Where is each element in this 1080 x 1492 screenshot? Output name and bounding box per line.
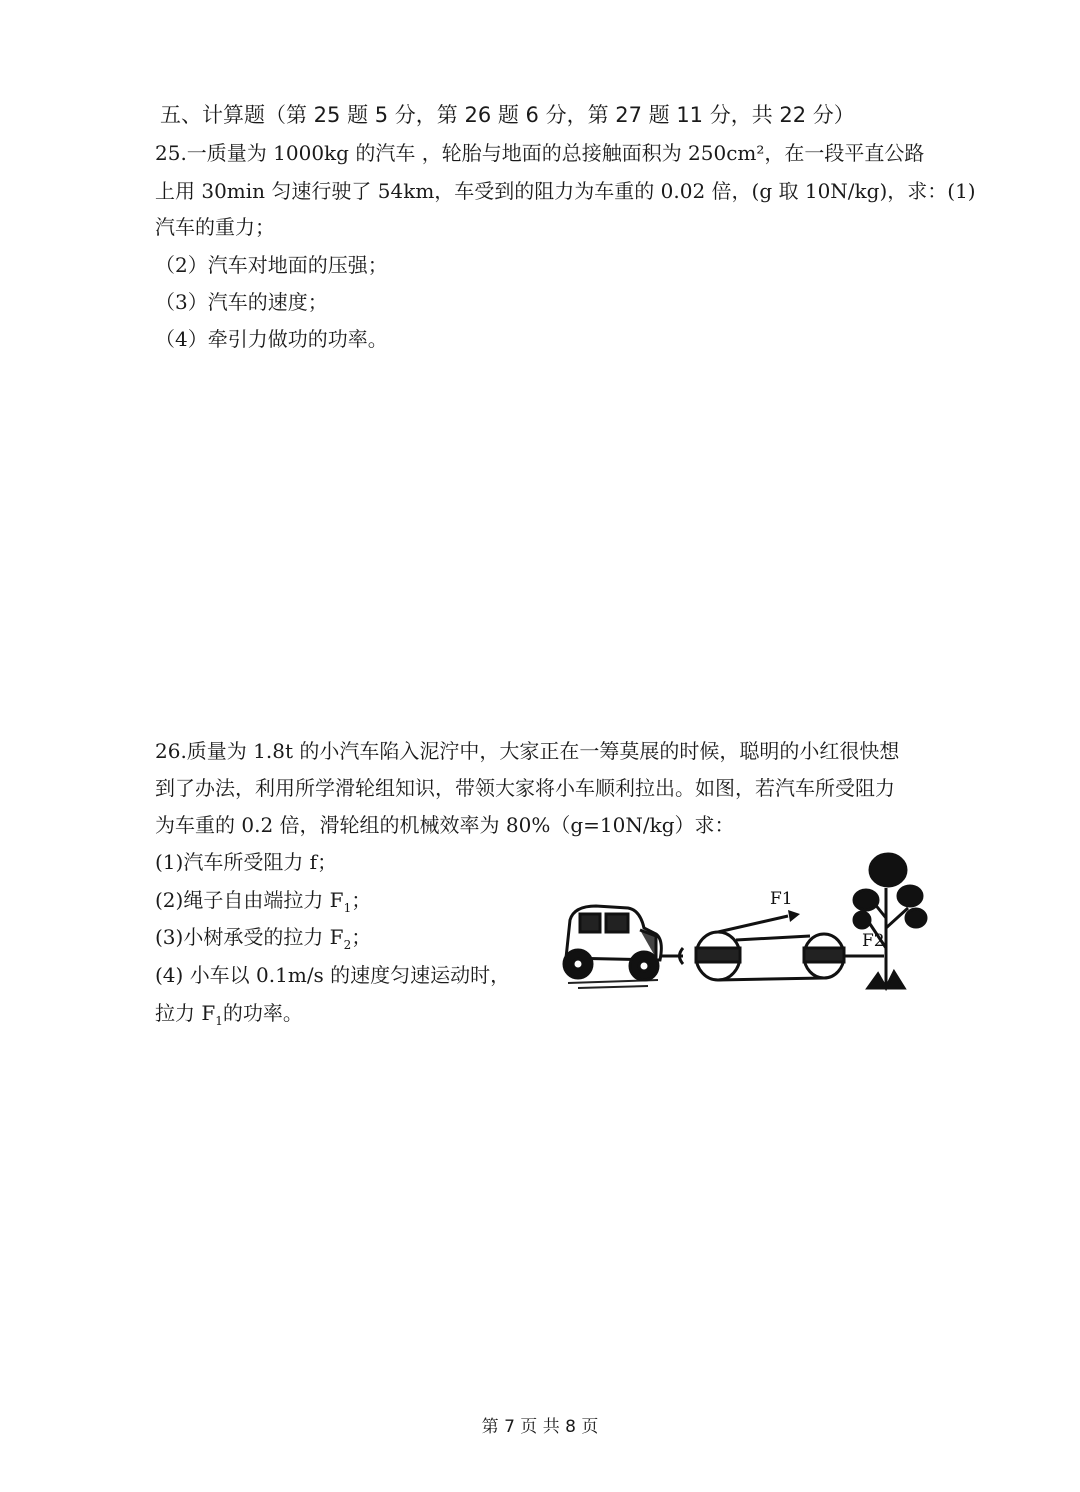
q26-line-1: 26.质量为 1.8t 的小汽车陷入泥泞中，大家正在一筹莫展的时候，聪明的小红很快想 [155, 739, 900, 763]
q26-sub-2-index: 1 [343, 901, 352, 915]
q26-sub-5 [155, 998, 303, 1036]
q25-line-3: 汽车的重力； [155, 215, 275, 239]
q26-sub-2-end: ； [351, 888, 372, 912]
f1-label: F1 [770, 889, 793, 909]
q26-line-2: 到了办法，利用所学滑轮组知识，带领大家将小车顺利拉出。如图，若汽车所受阻力 [155, 776, 895, 800]
q26-sub-3-index: 2 [343, 938, 352, 952]
q25-line-2: 上用 30min 匀速行驶了 54km，车受到的阻力为车重的 0.02 倍，(g 取 10N/kg)，求：(1) [155, 179, 976, 203]
q26-sub-3-text: (3)小树承受的拉力 F [155, 925, 344, 949]
q26-sub-3 [155, 922, 371, 960]
page-footer: 第 7 页 共 8 页 [481, 1417, 599, 1437]
car-icon [564, 906, 661, 980]
q25-sub-2: （2）汽车对地面的压强； [155, 253, 388, 277]
tree-icon [854, 854, 926, 988]
q26-sub-5-text: 拉力 F [155, 1001, 216, 1025]
q25-line-1: 25.一质量为 1000kg 的汽车 ，轮胎与地面的总接触面积为 250cm²，在一段平直公路 [155, 141, 925, 165]
q25-sub-3: （3）汽车的速度； [155, 290, 328, 314]
f2-label: F2 [862, 931, 885, 951]
q26-sub-4: (4) 小车以 0.1m/s 的速度匀速运动时， [155, 963, 511, 987]
pulley-figure [548, 848, 938, 1008]
section-title: 五、计算题（第 25 题 5 分，第 26 题 6 分，第 27 题 11 分，共 22 分） [160, 103, 855, 127]
q25-sub-4: （4）牵引力做功的功率。 [155, 327, 388, 351]
q26-sub-3-end: ； [351, 925, 372, 949]
q26-sub-5-end: 的功率。 [222, 1001, 303, 1025]
q26-line-3: 为车重的 0.2 倍，滑轮组的机械效率为 80%（g=10N/kg）求： [155, 813, 735, 837]
fixed-pulley-icon [804, 934, 844, 978]
q26-sub-5-index: 1 [215, 1014, 223, 1028]
movable-pulley-icon [696, 932, 740, 980]
q26-sub-2-text: (2)绳子自由端拉力 F [155, 888, 344, 912]
q26-sub-1: (1)汽车所受阻力 f； [155, 850, 338, 874]
q26-sub-2 [155, 885, 371, 923]
f1-arrowhead [788, 910, 800, 922]
